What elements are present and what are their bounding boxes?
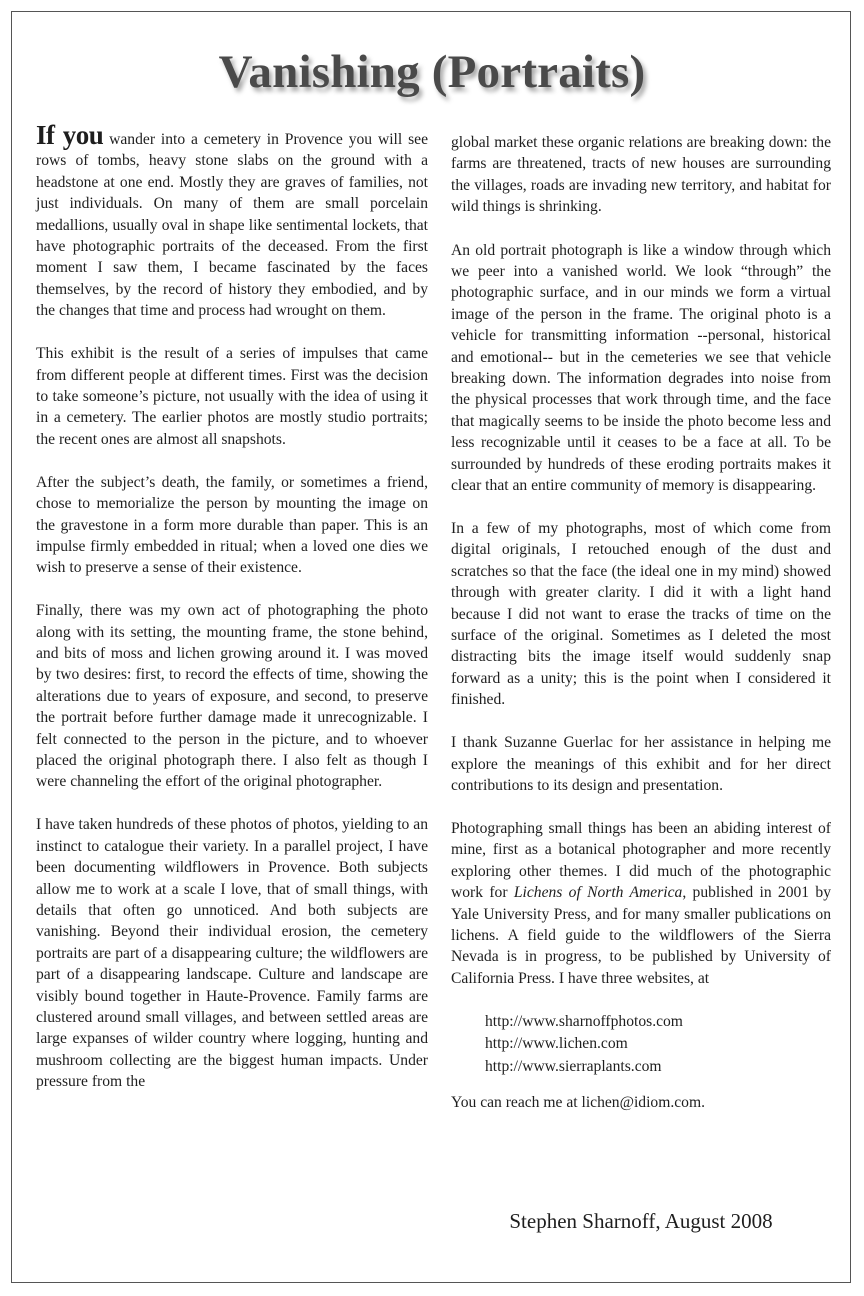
paragraph-vanishing: I have taken hundreds of these photos of photos, yielding to an instinct to catalogue their variety. In a parallel project, I have been documenting wildflowers in Provence. Both subjects allow me to work at a scale I love, that of small things, with details that often go unnoticed. And both subjects are vanishing. Beyond their individual erosion, the cemetery portraits are part of a disappearing culture; the wildflowers are part of a disappearing landscape. Culture and landscape are visibly bound together in Haute-Provence. Family farms are clustered around small villages, and between settled areas are large expanses of wilder country where logging, hunting and mushroom collecting are the biggest human impacts. Under pressure from the (36, 816, 428, 1091)
lead-words: If you (36, 120, 104, 150)
book-title: Lichens of North America (513, 884, 683, 902)
about-text-after: , published in 2001 by Yale University Press, and for many smaller publications on lichens. A field guide to the wildflowers of the Sierra Nevada is in progress, to be published by University of California Press. I have three websites, at (451, 884, 832, 987)
website-link[interactable]: http://www.sierraplants.com (485, 1057, 662, 1075)
intro-text: wander into a cemetery in Provence you will see rows of tombs, heavy stone slabs on the ground with a headstone at one end. Mostly they are graves of families, not just individuals. On many of them are small porcelain medallions, usually oval in shape like sentimental lockets, that have photographic portraits of the deceased. From the first moment I saw them, I became fascinated by the faces themselves, by the record of history they embodied, and by the changes that time and process had wrought on them. (36, 131, 428, 320)
page-title: Vanishing (Portraits) (218, 46, 646, 98)
website-link[interactable]: http://www.sharnoffphotos.com (485, 1012, 683, 1030)
contact-line: You can reach me at lichen@idiom.com. (451, 1094, 705, 1112)
paragraph-retouch: In a few of my photographs, most of which come from digital originals, I retouched enough of the dust and scratches so that the face (the ideal one in my mind) showed through with greater clarity. I did it with a light hand because I did not want to erase the tracks of time on the surface of the original. Sometimes as I deleted the most distracting bits the image itself would suddenly snap forward as a unity; this is the point when I considered it finished. (451, 520, 831, 709)
paragraph-memorialize: After the subject’s death, the family, or sometimes a friend, chose to memorialize the person by mounting the image on the gravestone in a form more durable than paper. This is an impulse firmly embedded in ritual; when a loved one dies we wish to preserve a sense of their existence. (36, 473, 428, 577)
paragraph-about-author (451, 818, 831, 989)
paragraph-window: An old portrait photograph is like a window through which we peer into a vanished world. We look “through” the photographic surface, and in our minds we form a virtual image of the person in the frame. The original photo is a vehicle for transmitting information --personal, historical and emotional-- but in the cemeteries we see that vehicle breaking down. The information degrades into noise from the physical processes that work through time, and the face that magically seems to be inside the photo become less and less recognizable until it ceases to be a face at all. To be surrounded by hundreds of these eroding portraits makes it clear that an entire community of memory is disappearing. (451, 241, 831, 495)
paragraph-intro (36, 120, 428, 322)
right-column (451, 132, 831, 1135)
website-link[interactable]: http://www.lichen.com (485, 1035, 628, 1053)
paragraph-thanks: I thank Suzanne Guerlac for her assistance in helping me explore the meanings of this exhibit and for her direct contributions to its design and presentation. (451, 734, 831, 794)
paragraph-exhibit-origin: This exhibit is the result of a series of impulses that came from different people at different times. First was the decision to take someone’s picture, not usually with the idea of using it in a cemetery. The earlier photos are mostly studio portraits; the recent ones are almost all snapshots. (36, 345, 428, 448)
website-list (485, 1011, 831, 1079)
paragraph-photographing: Finally, there was my own act of photographing the photo along with its setting, the mounting frame, the stone behind, and bits of moss and lichen growing around it. I was moved by two desires: first, to record the effects of time, showing the alterations due to years of exposure, and second, to preserve the portrait before further damage made it unrecognizable. I felt connected to the person in the picture, and to whoever placed the original photograph there. I also felt as though I were channeling the effort of the original photographer. (36, 602, 428, 791)
about-text-before: Photographing small things has been an abiding interest of mine, first as a botanical photographer and more recently exploring other themes. I did much of the photographic work for (451, 819, 831, 902)
paragraph-global-market: global market these organic relations are breaking down: the farms are threatened, tracts of new houses are surrounding the villages, roads are invading new territory, and habitat for wild things is shrinking. (451, 134, 831, 216)
left-column (36, 120, 428, 1114)
author-signature: Stephen Sharnoff, August 2008 (509, 1209, 773, 1233)
